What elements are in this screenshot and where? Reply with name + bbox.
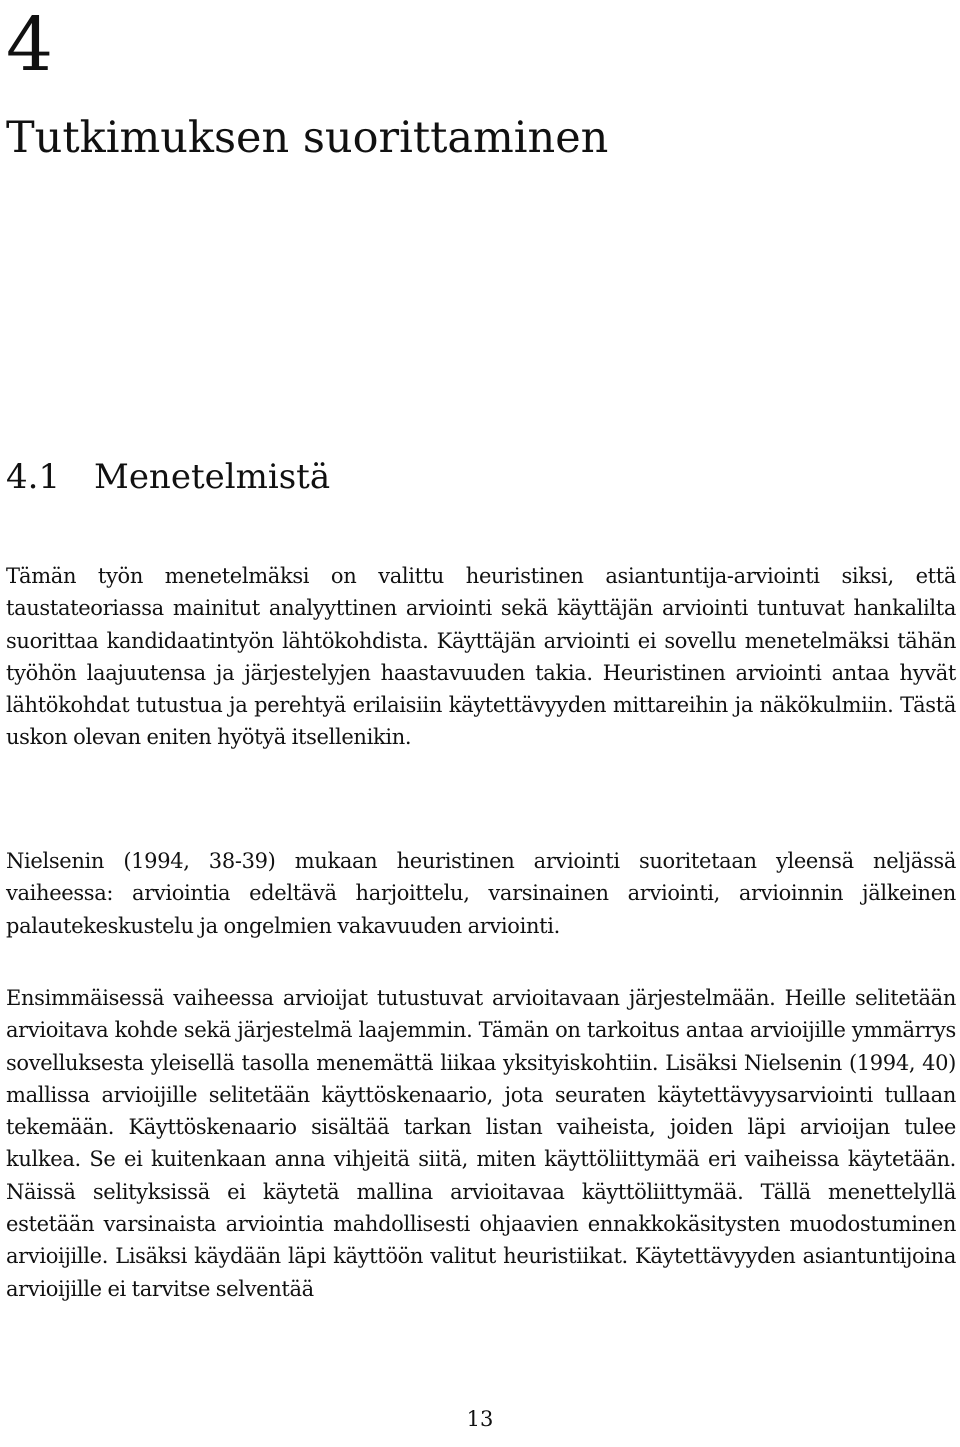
chapter-title: Tutkimuksen suorittaminen [6,113,609,163]
paragraph-first-phase: Ensimmäisessä vaiheessa arvioijat tutustuvat arvioitavaan järjestelmään. Heille selitetään arvioitava kohde sekä järjestelmä laajemmin. Tämän on tarkoitus antaa arvioijille ymmärrys sovelluksesta yleisellä tasolla menemättä liikaa yksityiskohtiin. Lisäksi Nielsenin (1994, 40) mallissa arvioijille selitetään käyttöskenaario, jota seuraten käytettävyysarviointi tullaan tekemään. Käyttöskenaario sisältää tarkan listan vaiheista, joiden läpi arvioijan tulee kulkea. Se ei kuitenkaan anna vihjeitä siitä, miten käyttöliittymää eri vaiheissa käytetään. Näissä selityksissä ei käytetä mallina arvioitavaa käyttöliittymää. Tällä menettelyllä estetään varsinaista arviointia mahdollisesti ohjaavien ennakkokäsitysten muodostuminen arvioijille. Lisäksi käydään läpi käyttöön valitut heuristiikat. Käytettävyyden asiantuntijoina arvioijille ei tarvitse selventää [6,986,956,1301]
paragraph-nielsen-phases: Nielsenin (1994, 38-39) mukaan heuristinen arviointi suoritetaan yleensä neljässä vaiheessa: arviointia edeltävä harjoittelu, varsinainen arviointi, arvioinnin jälkeinen palautekeskustelu ja ongelmien vakavuuden arviointi. [6,849,956,938]
section-heading [6,452,330,502]
section-title: Menetelmistä [94,457,331,497]
paragraph-method-choice: Tämän työn menetelmäksi on valittu heuristinen asiantuntija-arviointi siksi, että taustateoriassa mainitut analyyttinen arviointi sekä käyttäjän arviointi tuntuvat hankalilta suorittaa kandidaatintyön lähtökohdista. Käyttäjän arviointi ei sovellu menetelmäksi tähän työhön laajuutensa ja järjestelyjen haastavuuden takia. Heuristinen arviointi antaa hyvät lähtökohdat tutustua ja perehtyä erilaisiin käytettävyyden mittareihin ja näkökulmiin. Tästä uskon olevan eniten hyötyä itsellenikin. [6,564,956,750]
page-number: 13 [466,1407,494,1431]
section-number: 4.1 [6,457,61,497]
chapter-number: 4 [6,2,54,88]
